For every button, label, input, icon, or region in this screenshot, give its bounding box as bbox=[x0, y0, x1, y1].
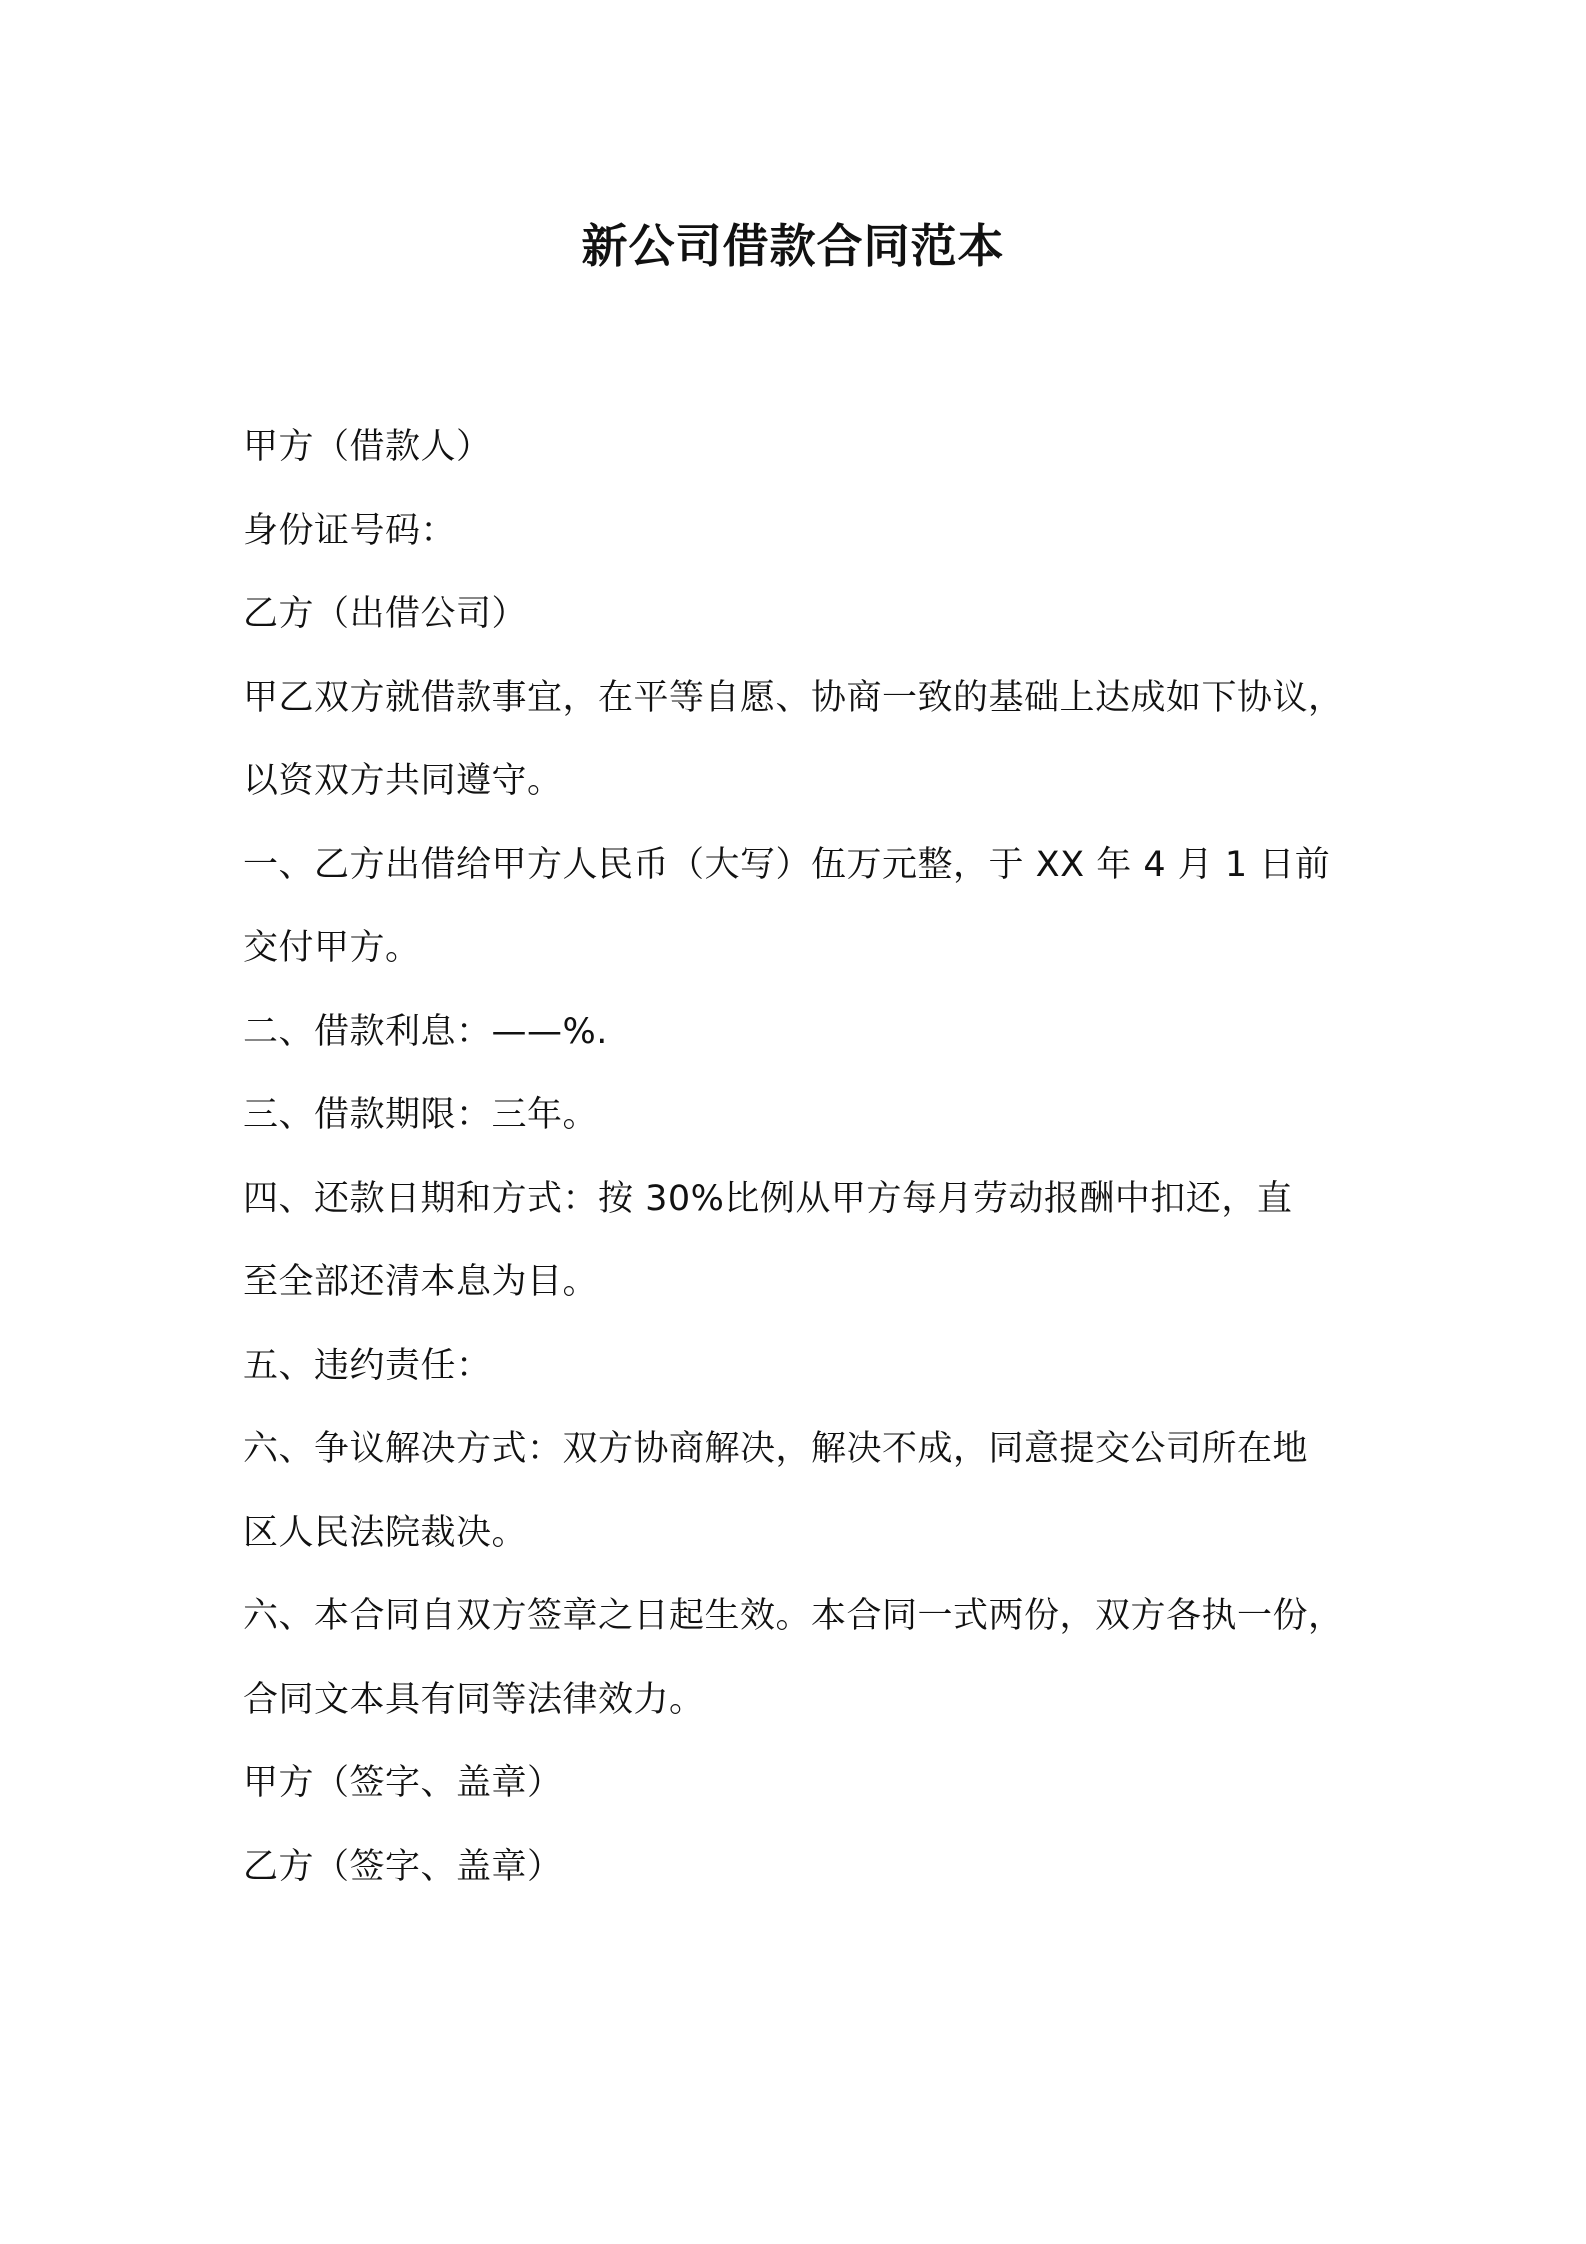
clause-1-line-1: 一、乙方出借给甲方人民币（大写）伍万元整，于 XX 年 4 月 1 日前 bbox=[243, 844, 1331, 885]
clause-2-interest: 二、借款利息：——%. bbox=[243, 1011, 608, 1052]
clause-5-liability: 五、违约责任： bbox=[243, 1345, 492, 1386]
preamble-line-2: 以资双方共同遵守。 bbox=[243, 761, 563, 801]
document-title: 新公司借款合同范本 bbox=[581, 219, 1005, 273]
clause-4-line-1: 四、还款日期和方式：按 30%比例从甲方每月劳动报酬中扣还，直 bbox=[243, 1178, 1293, 1219]
clause-3-term: 三、借款期限：三年。 bbox=[243, 1095, 599, 1135]
clause-6-effect-line-1: 六、本合同自双方签章之日起生效。本合同一式两份，双方各执一份， bbox=[243, 1596, 1344, 1636]
clause-4-line-2: 至全部还清本息为目。 bbox=[243, 1262, 599, 1302]
clause-6-dispute-line-2: 区人民法院裁决。 bbox=[243, 1512, 528, 1553]
party-b-lender: 乙方（出借公司） bbox=[243, 594, 528, 634]
id-number-line: 身份证号码： bbox=[243, 510, 457, 551]
party-a-borrower: 甲方（借款人） bbox=[243, 427, 492, 467]
party-b-signature: 乙方（签字、盖章） bbox=[243, 1846, 563, 1887]
clause-6-dispute-line-1: 六、争议解决方式：双方协商解决，解决不成，同意提交公司所在地 bbox=[243, 1429, 1309, 1469]
clause-1-line-2: 交付甲方。 bbox=[243, 928, 421, 968]
clause-6-effect-line-2: 合同文本具有同等法律效力。 bbox=[243, 1679, 705, 1720]
preamble-line-1: 甲乙双方就借款事宜，在平等自愿、协商一致的基础上达成如下协议， bbox=[243, 677, 1344, 718]
party-a-signature: 甲方（签字、盖章） bbox=[243, 1763, 563, 1803]
document-body bbox=[243, 406, 1363, 1909]
